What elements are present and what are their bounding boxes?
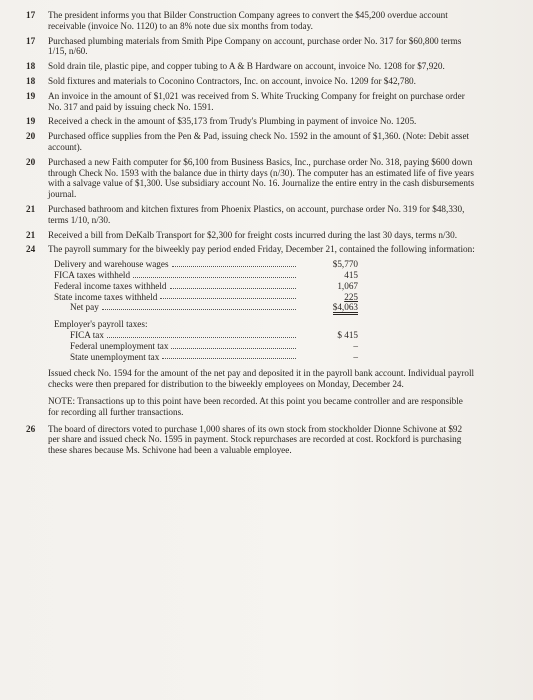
employer-value: –: [353, 351, 358, 362]
payroll-label: Federal income taxes withheld: [54, 280, 167, 291]
entry-24: [26, 244, 475, 255]
entry-day: 18: [26, 75, 36, 86]
payroll-value: $4,063: [333, 302, 358, 315]
entry-18b: [26, 76, 475, 87]
entry-26: [26, 424, 475, 456]
employer-label: State unemployment tax: [70, 351, 160, 362]
entry-day: 17: [26, 10, 36, 20]
entry-day: 21: [26, 203, 36, 214]
entry-day: 17: [26, 35, 36, 46]
entry-20a: [26, 131, 475, 153]
entry-day: 21: [26, 229, 36, 240]
payroll-check-paragraph: Issued check No. 1594 for the amount of the net pay and deposited it in the payroll bank account. Individual payroll checks were then prepared for distribution to the biweekly employees on Monday, December 24.: [48, 368, 475, 390]
entry-18a: [26, 61, 475, 72]
entry-text: Purchased plumbing materials from Smith Pipe Company on account, purchase order No. 317 for $60,800 terms 1/15, n/60.: [48, 35, 462, 57]
payroll-row: [48, 270, 358, 281]
entry-day: 19: [26, 90, 36, 101]
entry-text: Received a check in the amount of $35,173 from Trudy's Plumbing in payment of invoice No. 1205.: [48, 116, 417, 127]
payroll-value: 225: [344, 291, 358, 302]
entry-text: Purchased bathroom and kitchen fixtures from Phoenix Plastics, on account, purchase order No. 319 for $48,330, terms 1/10, n/30.: [48, 203, 465, 225]
leader-dots: [160, 297, 296, 299]
controller-note: NOTE: Transactions up to this point have been recorded. At this point you became controller and are responsible for recording all further transactions.: [48, 395, 463, 417]
entry-21b: [26, 230, 475, 241]
leader-dots: [133, 276, 296, 278]
entry-day: 26: [26, 423, 36, 434]
entry-20b: [26, 157, 475, 200]
payroll-row: [48, 292, 358, 303]
payroll-label: FICA taxes withheld: [54, 269, 131, 280]
entry-19a: [26, 91, 475, 113]
leader-dots: [107, 336, 296, 338]
employer-value: $ 415: [337, 329, 358, 340]
leader-dots: [162, 357, 296, 359]
entry-text: Sold drain tile, plastic pipe, and copper tubing to A & B Hardware on account, invoice No. 1208 for $7,920.: [48, 61, 445, 72]
payroll-row: [48, 259, 358, 270]
entry-text: Sold fixtures and materials to Coconino Contractors, Inc. on account, invoice No. 1209 for $42,780.: [48, 75, 416, 86]
entry-17a: [26, 10, 475, 32]
employer-value: –: [353, 340, 358, 351]
entry-day: 18: [26, 61, 36, 72]
payroll-value: $5,770: [332, 259, 358, 270]
entry-text: Purchased a new Faith computer for $6,100 from Business Basics, Inc., purchase order No. 318, paying $600 down through Check No. 1593 with the balance due in thirty days (n/30). The computer has an estimated life of five years with a salvage value of $1,300. Use subsidiary account No. 16. Journalize the entire entry in the cash disbursements journal.: [48, 156, 475, 200]
employer-row: [48, 352, 358, 363]
entry-day: 20: [26, 131, 36, 142]
leader-dots: [171, 347, 296, 349]
entry-day: 24: [26, 244, 36, 255]
leader-dots: [170, 287, 296, 289]
entry-day: 20: [26, 156, 36, 167]
entry-text: The payroll summary for the biweekly pay period ended Friday, December 21, contained the following information:: [48, 244, 475, 255]
leader-dots: [172, 265, 296, 267]
payroll-row-net-pay: [48, 302, 358, 313]
payroll-label: Delivery and warehouse wages: [54, 259, 169, 270]
entry-text: Received a bill from DeKalb Transport for $2,300 for freight costs incurred during the last 30 days, terms n/30.: [48, 229, 458, 240]
employer-row: [48, 330, 358, 341]
entry-17b: [26, 36, 475, 58]
payroll-row: [48, 281, 358, 292]
entry-text: Purchased office supplies from the Pen & Pad, issuing check No. 1592 in the amount of $1,360. (Note: Debit asset account).: [48, 131, 470, 152]
employer-row: [48, 341, 358, 352]
entry-text: The president informs you that Bilder Construction Company agrees to convert the $45,200 overdue account receivable (invoice No. 1120) to an 8% note due six months from today.: [48, 10, 448, 31]
employer-label: Federal unemployment tax: [70, 340, 169, 351]
leader-dots: [102, 308, 296, 310]
entry-text: The board of directors voted to purchase 1,000 shares of its own stock from stockholder Dionne Schivone at $92 per share and issued check No. 1595 in payment. Stock repurchases are recorded at cost. Rockford is purchasing these shares because Ms. Schivone had been a valuable employee.: [48, 423, 463, 456]
payroll-label: State income taxes withheld: [54, 291, 158, 302]
entry-day: 19: [26, 116, 36, 127]
payroll-label: Net pay: [70, 302, 99, 313]
entry-19b: [26, 116, 475, 127]
payroll-value: 1,067: [337, 280, 358, 291]
payroll-value: 415: [344, 269, 358, 280]
employer-label: FICA tax: [70, 329, 104, 340]
employer-taxes-heading: Employer's payroll taxes:: [54, 319, 148, 330]
payroll-summary-table: [48, 259, 358, 362]
entry-21a: [26, 204, 475, 226]
entry-text: An invoice in the amount of $1,021 was received from S. White Trucking Company for freight on purchase order No. 317 and paid by issuing check No. 1591.: [48, 90, 465, 112]
